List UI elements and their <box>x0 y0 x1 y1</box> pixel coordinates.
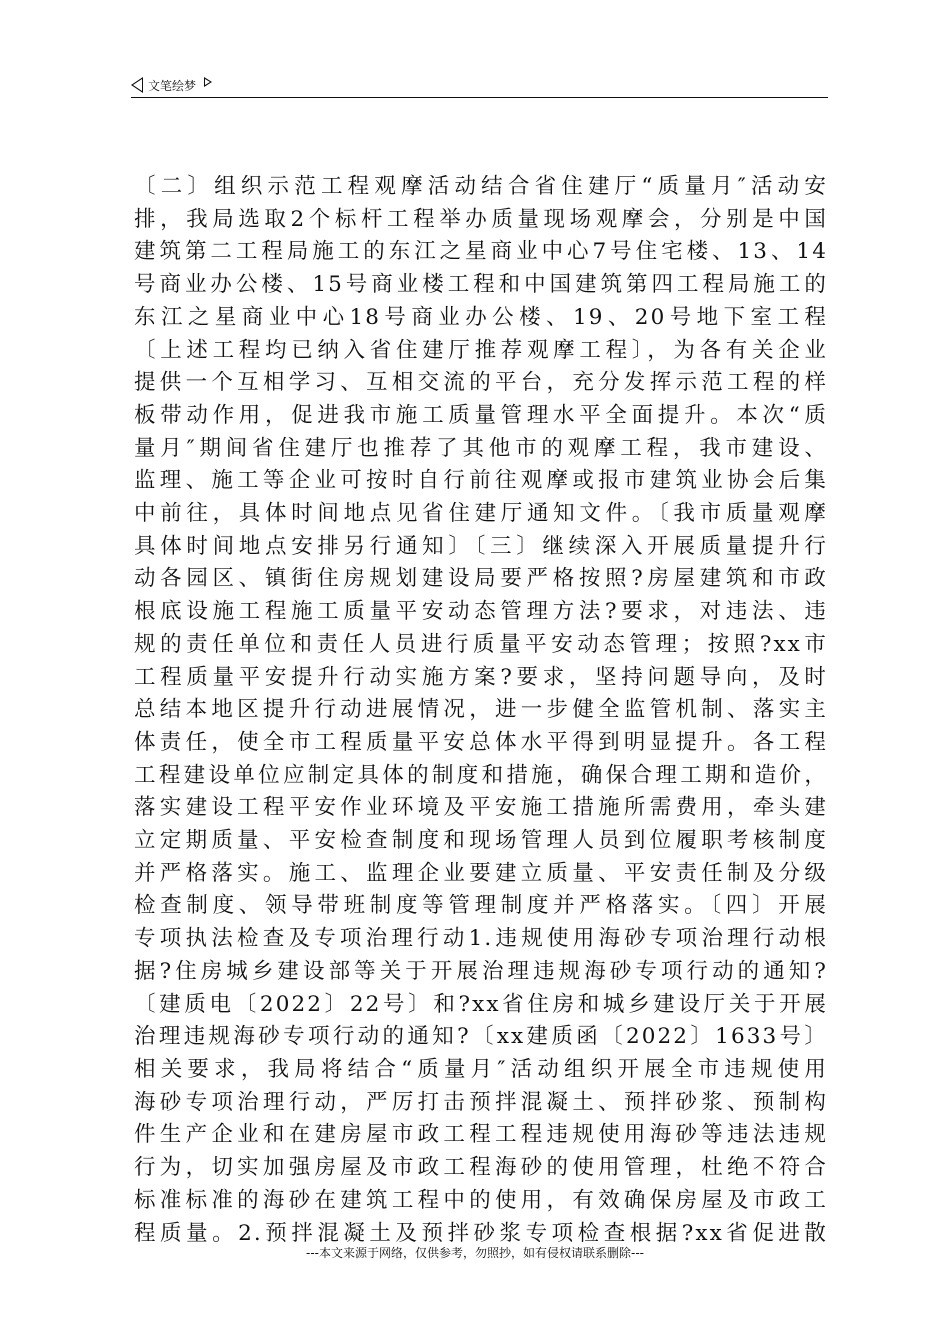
text-line: 相关要求，我局将结合“质量月″活动组织开展全市违规使用 <box>134 1056 828 1082</box>
text-line: 量月″期间省住建厅也推荐了其他市的观摩工程，我市建设、 <box>134 435 828 461</box>
text-line: 排，我局选取2个标杆工程举办质量现场观摩会，分别是中国 <box>134 206 828 232</box>
text-line: 〔建质电〔2022〕22号〕和?xx省住房和城乡建设厅关于开展 <box>134 991 828 1017</box>
text-line: 件生产企业和在建房屋市政工程工程违规使用海砂等违法违规 <box>134 1122 828 1148</box>
text-line: 据?住房城乡建设部等关于开展治理违规海砂专项行动的通知? <box>134 958 828 984</box>
document-body <box>134 171 828 1250</box>
header-divider <box>131 97 828 98</box>
text-line: 建筑第二工程局施工的东江之星商业中心7号住宅楼、13、14 <box>134 239 828 265</box>
text-line: 〔二〕组织示范工程观摩活动结合省住建厅“质量月″活动安 <box>134 174 828 199</box>
text-line: 提供一个互相学习、互相交流的平台，充分发挥示范工程的样 <box>134 370 828 396</box>
text-line: 立定期质量、平安检查制度和现场管理人员到位履职考核制度 <box>134 828 828 854</box>
footer-disclaimer: ---本文来源于网络，仅供参考，勿照抄，如有侵权请联系删除--- <box>306 1246 644 1260</box>
text-line: 具体时间地点安排另行通知〕〔三〕继续深入开展质量提升行 <box>134 533 828 559</box>
text-line: 体责任，使全市工程质量平安总体水平得到明显提升。各工程 <box>134 729 828 755</box>
text-line: 程质量。2.预拌混凝土及预拌砂浆专项检查根据?xx省促进散 <box>134 1220 828 1246</box>
text-line: 标准标准的海砂在建筑工程中的使用，有效确保房屋及市政工 <box>134 1187 828 1213</box>
header-title: 文笔绘梦 <box>148 78 197 93</box>
text-line: 工程建设单位应制定具体的制度和措施，确保合理工期和造价， <box>134 762 828 788</box>
text-line: 动各园区、镇街住房规划建设局要严格按照?房屋建筑和市政 <box>134 566 828 592</box>
text-line: 规的责任单位和责任人员进行质量平安动态管理；按照?xx市 <box>134 631 828 657</box>
text-line: 板带动作用，促进我市施工质量管理水平全面提升。本次“质 <box>134 402 828 428</box>
text-line: 行为，切实加强房屋及市政工程海砂的使用管理，杜绝不符合 <box>134 1155 828 1181</box>
text-line: 专项执法检查及专项治理行动1.违规使用海砂专项治理行动根 <box>134 926 828 952</box>
text-line: 检查制度、领导带班制度等管理制度并严格落实。〔四〕开展 <box>134 893 828 919</box>
text-line: 东江之星商业中心18号商业办公楼、19、20号地下室工程 <box>134 304 828 330</box>
text-line: 根底设施工程施工质量平安动态管理方法?要求，对违法、违 <box>134 599 828 625</box>
text-line: 号商业办公楼、15号商业楼工程和中国建筑第四工程局施工的 <box>134 272 828 298</box>
document-header <box>131 72 212 98</box>
text-line: 中前往，具体时间地点见省住建厅通知文件。〔我市质量观摩 <box>134 501 828 527</box>
text-line: 并严格落实。施工、监理企业要建立质量、平安责任制及分级 <box>134 860 828 886</box>
right-triangle-icon <box>204 77 212 87</box>
left-triangle-icon <box>131 77 143 93</box>
text-line: 治理违规海砂专项行动的通知?〔xx建质函〔2022〕1633号〕 <box>134 1024 828 1050</box>
text-line: 海砂专项治理行动，严厉打击预拌混凝土、预拌砂浆、预制构 <box>134 1089 828 1115</box>
text-line: 〔上述工程均已纳入省住建厅推荐观摩工程〕，为各有关企业 <box>134 337 828 363</box>
text-line: 工程质量平安提升行动实施方案?要求，坚持问题导向，及时 <box>134 664 828 690</box>
text-line: 落实建设工程平安作业环境及平安施工措施所需费用，牵头建 <box>134 795 828 821</box>
text-line: 监理、施工等企业可按时自行前往观摩或报市建筑业协会后集 <box>134 468 828 494</box>
text-line: 总结本地区提升行动进展情况，进一步健全监管机制、落实主 <box>134 697 828 723</box>
